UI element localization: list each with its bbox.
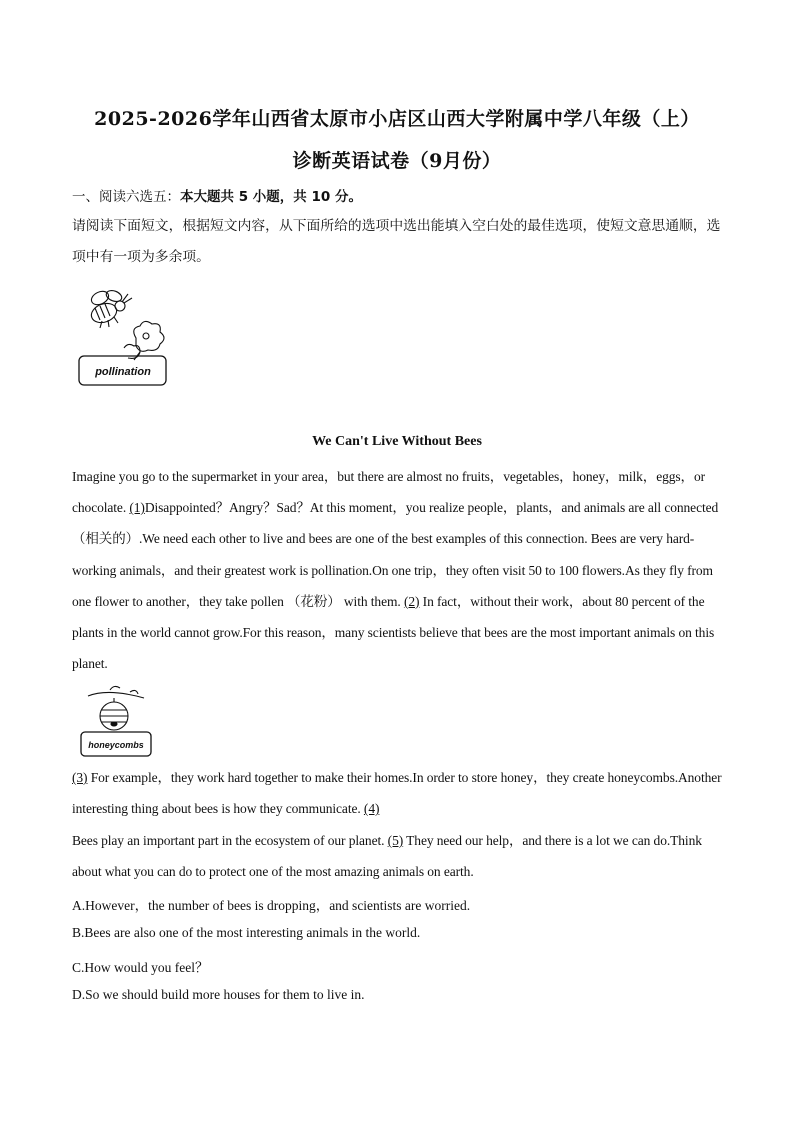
blank-4[interactable]: (4) [363,801,380,817]
option-d[interactable]: D.So we should build more houses for them to live in. [72,987,365,1002]
beehive-icon [80,684,154,760]
pollination-illustration [78,286,170,390]
paragraph-3-text-b: They need our help，and there is a lot we can do.Think about what you can do to protect one of the most amazing animals on earth. [72,833,702,880]
section-instructions: 请阅读下面短文，根据短文内容，从下面所给的选项中选出能填入空白处的最佳选项，使短文意思通顺，选项中有一项为多余项。 [72,218,721,265]
passage-title: We Can't Live Without Bees [312,434,482,449]
exam-title-line2: 诊断英语试卷（9月份） [292,150,502,172]
passage-paragraph-3 [72,825,724,887]
option-c[interactable]: C.How would you feel？ [72,960,209,975]
section-heading-bold: 本大题共 5 小题，共 10 分。 [180,189,362,205]
honeycomb-illustration [80,684,154,760]
paragraph-2-text: For example，they work hard together to make their homes.In order to store honey，they create honeycombs.Another interesting thing about bees is how they communicate. [72,770,722,817]
blank-2[interactable]: (2) [403,593,420,609]
exam-title-line1: 2025-2026学年山西省太原市小店区山西大学附属中学八年级（上） [94,108,700,130]
pollination-label: pollination [95,366,151,378]
section-heading [72,182,722,213]
blank-3[interactable]: (3) [72,770,88,785]
paragraph-1-text-c: In fact，without their work，about 80 percent of the plants in the world cannot grow.For this reason，many scientists believe that bees are the most important animals on this planet. [72,593,715,672]
bee-flower-icon [78,286,170,390]
passage-paragraph-1 [72,461,724,679]
blank-5[interactable]: (5) [387,833,404,848]
option-b[interactable]: B.Bees are also one of the most interesting animals in the world. [72,925,421,940]
blank-1[interactable]: (1) [129,500,145,516]
paragraph-3-text-a: Bees play an important part in the ecosystem of our planet. [72,833,385,848]
honeycombs-label: honeycombs [88,740,144,750]
paragraph-1-text-b: Disappointed？Angry？Sad？At this moment，you realize people，plants，and animals are all connected （相关的）.We need each other to live and bees are one of the best examples of this connection. Bees are very hard-working animals，and their greatest work is pollination.On one trip，they often visit 50 to 100 flowers.As they fly from one flower to another，they take pollen （花粉） with them. [72,500,719,609]
paragraph-1-text-a: Imagine you go to the supermarket in your area，but there are almost no fruits，vegetables，honey，milk，eggs，or chocolate. [72,469,706,516]
section-heading-prefix: 一、阅读六选五： [72,189,180,205]
passage-paragraph-2 [72,762,724,824]
option-a[interactable]: A.However，the number of bees is dropping，and scientists are worried. [72,898,471,913]
